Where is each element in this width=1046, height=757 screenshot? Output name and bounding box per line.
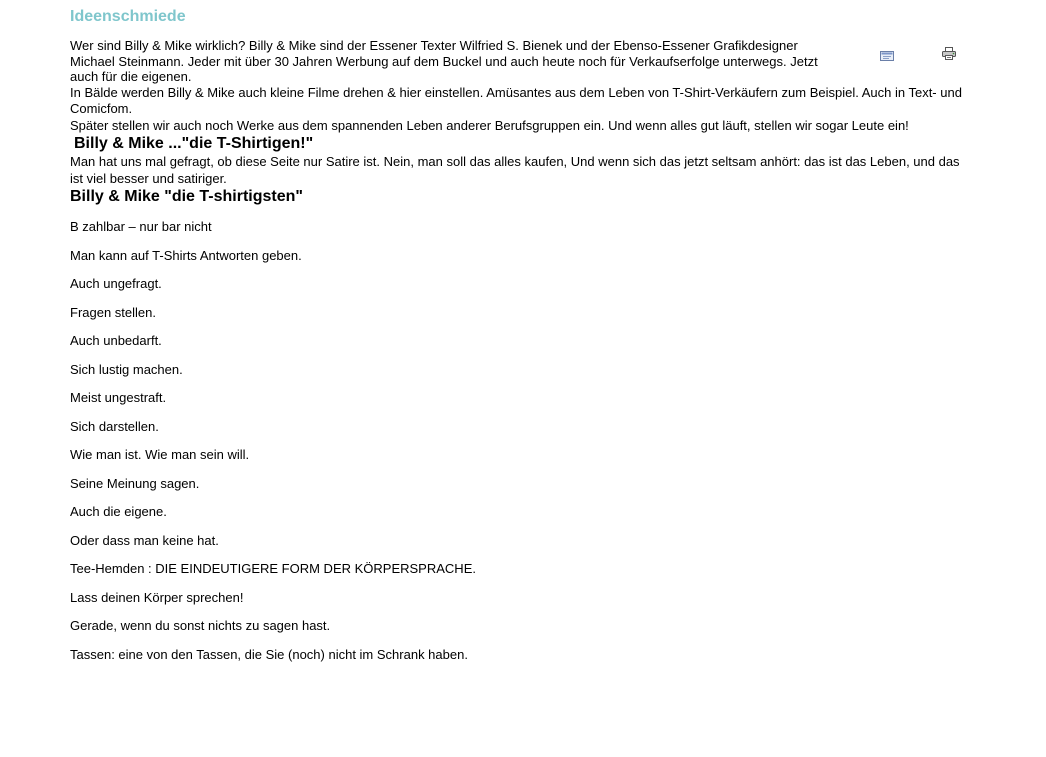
list-line: Lass deinen Körper sprechen! [70, 589, 244, 605]
heading-t-shirtigsten: Billy & Mike "die T-shirtigsten" [70, 188, 303, 205]
heading-t-shirtigen: Billy & Mike ..."die T-Shirtigen!" [74, 135, 314, 152]
list-line: Meist ungestraft. [70, 390, 167, 405]
list-line: Wie man ist. Wie man sein will. [70, 447, 250, 462]
list-line: Oder dass man keine hat. [70, 532, 219, 548]
printer-icon[interactable] [942, 47, 956, 59]
list-line: Fragen stellen. [70, 304, 156, 320]
list-line: Auch unbedarft. [70, 333, 162, 348]
paragraph-satire: Man hat uns mal gefragt, ob diese Seite nur Satire ist. Nein, man soll das alles kaufen, Und wenn sich das jetzt seltsam anhört: das ist das Leben, und das ist viel besser und satiriger. [70, 154, 960, 186]
list-line: Sich darstellen. [70, 418, 159, 434]
list-line: Auch die eigene. [70, 504, 167, 519]
article [70, 0, 975, 675]
list-line: Seine Meinung sagen. [70, 475, 200, 491]
list-line: Tee-Hemden : DIE EINDEUTIGERE FORM DER KÖRPERSPRACHE. [70, 561, 476, 576]
page-title: Ideenschmiede [70, 8, 186, 25]
list-line: Sich lustig machen. [70, 361, 183, 377]
list-line: Tassen: eine von den Tassen, die Sie (noch) nicht im Schrank haben. [70, 646, 468, 662]
list-line: Gerade, wenn du sonst nichts zu sagen hast. [70, 618, 331, 633]
list-line: Man kann auf T-Shirts Antworten geben. [70, 247, 302, 263]
line-list [70, 219, 975, 663]
intro-paragraph: Wer sind Billy & Mike wirklich? Billy & Mike sind der Essener Texter Wilfried S. Bienek und der Ebenso-Essener Grafikdesigner Michael Steinmann. Jeder mit über 30 Jahren Werbung auf dem Buckel und auch heute noch für Verkaufserfolge unterwegs. Jetzt auch für die eigenen. [70, 38, 818, 84]
paragraph-later: Später stellen wir auch noch Werke aus dem spannenden Leben anderer Berufsgruppen ein. Und wenn alles gut läuft, stellen wir sogar Leute ein! [70, 117, 909, 133]
list-line: B zahlbar – nur bar nicht [70, 219, 212, 234]
paragraph-films: In Bälde werden Billy & Mike auch kleine Filme drehen & hier einstellen. Amüsantes aus dem Leben von T-Shirt-Verkäufern zum Beispiel. Auch in Text- und Comicfom. [70, 84, 962, 116]
list-line: Auch ungefragt. [70, 276, 162, 291]
intro-row [70, 38, 975, 85]
envelope-icon[interactable] [880, 48, 894, 60]
